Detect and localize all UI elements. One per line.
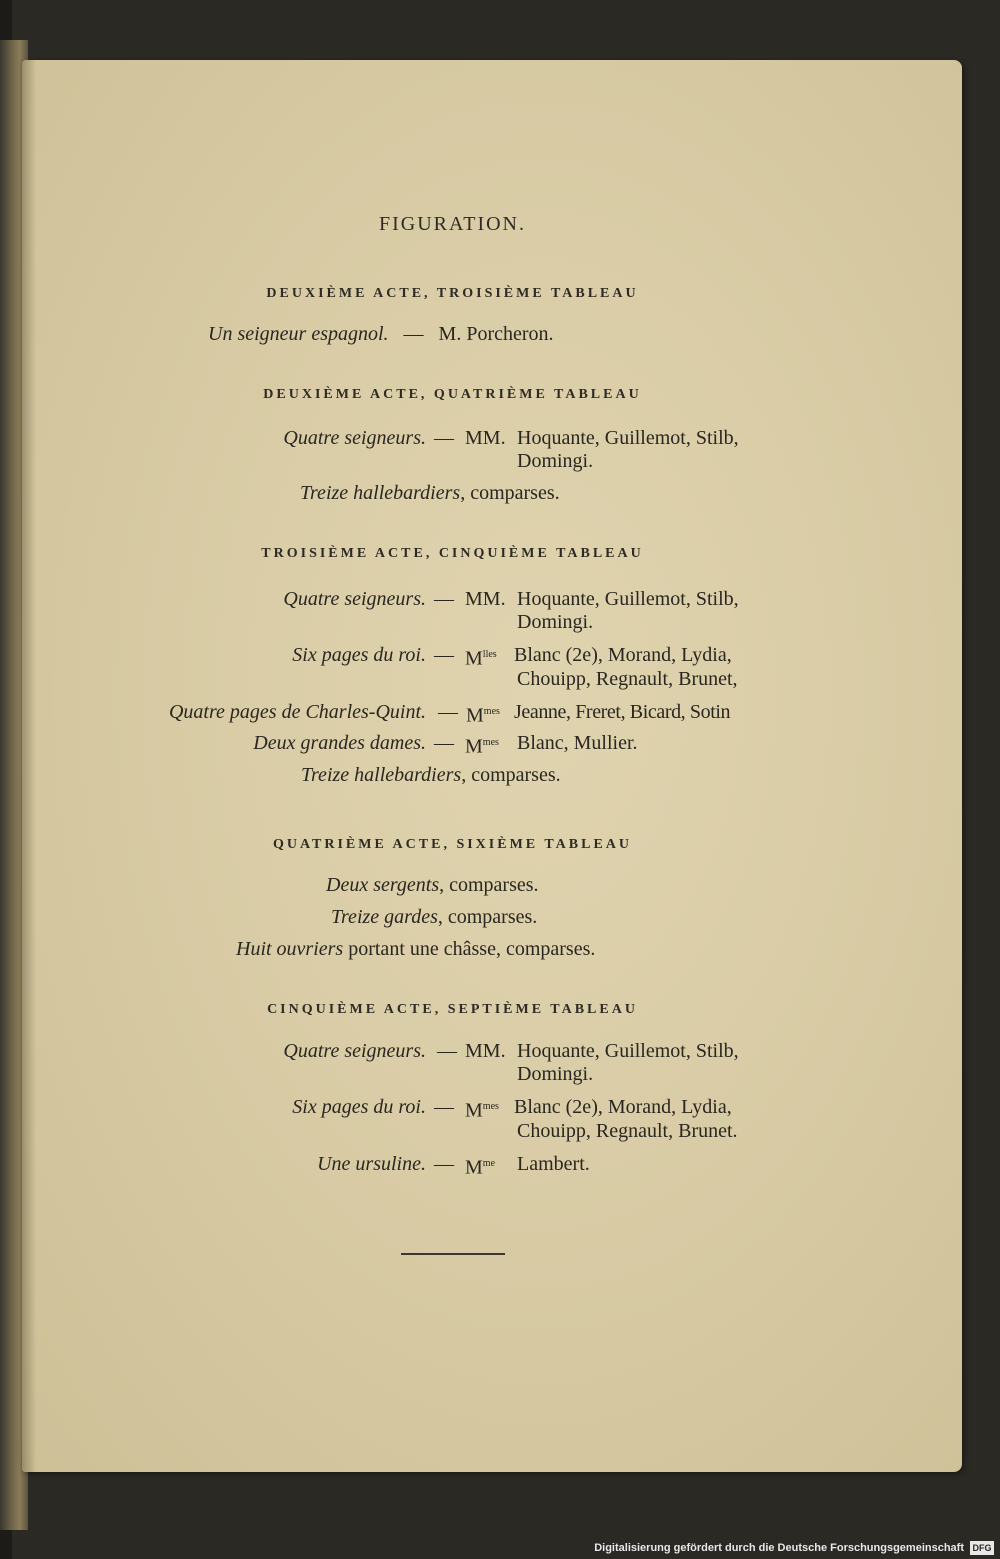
dash: — <box>434 644 454 666</box>
prefix: $M^{mes}$ <box>465 735 499 758</box>
role-label: Quatre seigneurs. <box>283 427 426 449</box>
prefix: $M^{lles}$ <box>465 647 497 670</box>
section-heading: CINQUIÈME ACTE, SEPTIÈME TABLEAU <box>267 1002 638 1017</box>
names-line: Chouipp, Regnault, Brunet. <box>517 1120 738 1142</box>
section-heading: TROISIÈME ACTE, CINQUIÈME TABLEAU <box>261 546 644 561</box>
names-line: Hoquante, Guillemot, Stilb, <box>517 427 739 449</box>
entry-line <box>300 481 560 505</box>
prefix-superscript: mes <box>482 737 499 748</box>
role-label: Treize hallebardiers <box>301 764 462 786</box>
prefix: $M^{mes}$ <box>465 1099 499 1122</box>
dash: — <box>434 1096 454 1118</box>
role-label: Treize gardes <box>331 906 438 928</box>
role-label: Deux grandes dames. <box>253 732 426 754</box>
dash: — <box>438 701 458 723</box>
role-label: Une ursuline. <box>317 1153 426 1175</box>
section-heading: DEUXIÈME ACTE, TROISIÈME TABLEAU <box>266 286 639 301</box>
dash: — <box>403 323 424 345</box>
entry-line <box>208 322 554 346</box>
names-line: Hoquante, Guillemot, Stilb, <box>517 1040 739 1062</box>
closing-rule <box>401 1253 505 1255</box>
role-label: Un seigneur espagnol. <box>208 323 389 345</box>
role-label: Quatre pages de Charles-Quint. <box>168 701 426 723</box>
entry-line <box>331 905 537 929</box>
names-line: Hoquante, Guillemot, Stilb, <box>517 588 739 610</box>
names-line: Blanc (2e), Morand, Lydia, <box>514 644 732 666</box>
prefix: $M^{mes}$ <box>466 704 500 727</box>
dash: — <box>434 1153 454 1175</box>
names-line: Domingi. <box>517 450 594 472</box>
dash: — <box>437 1040 457 1062</box>
prefix-superscript: lles <box>482 649 497 660</box>
entry-line <box>236 937 595 961</box>
names-line: Blanc (2e), Morand, Lydia, <box>514 1096 732 1118</box>
role-label: Treize hallebardiers <box>300 482 461 504</box>
dash: — <box>434 732 454 754</box>
role-label: Deux sergents <box>326 874 440 896</box>
dash: — <box>434 427 454 449</box>
page-gutter-shadow <box>22 60 36 1472</box>
dfg-logo: DFG <box>970 1541 994 1555</box>
prefix-superscript: mes <box>482 1101 499 1112</box>
role-label: Huit ouvriers <box>236 938 344 960</box>
names-line: Chouipp, Regnault, Brunet, <box>517 668 738 690</box>
prefix: MM. <box>465 588 506 610</box>
prefix: MM. <box>465 427 506 449</box>
section-heading: QUATRIÈME ACTE, SIXIÈME TABLEAU <box>272 837 633 852</box>
entry-rest: , comparses. <box>460 482 560 504</box>
names-line: Domingi. <box>517 611 594 633</box>
entry-rest: portant une châsse, comparses. <box>343 938 596 960</box>
prefix: MM. <box>465 1040 506 1062</box>
role-label: Quatre seigneurs. <box>283 1040 426 1062</box>
prefix: $M^{me}$ <box>465 1156 496 1179</box>
entry-line <box>326 873 539 897</box>
prefix-superscript: mes <box>483 706 500 717</box>
role-label: Quatre seigneurs. <box>283 588 426 610</box>
entry-rest: , comparses. <box>439 874 539 896</box>
digitization-credit: Digitalisierung gefördert durch die Deutsche Forschungsgemeinschaft <box>594 1542 964 1554</box>
names-line: Porcheron. <box>466 323 554 345</box>
entry-line <box>301 763 561 787</box>
section-heading: DEUXIÈME ACTE, QUATRIÈME TABLEAU <box>263 387 642 402</box>
names-line: Lambert. <box>517 1153 590 1175</box>
page-title: FIGURATION. <box>379 213 526 235</box>
prefix: M. <box>438 323 462 345</box>
names-line: Domingi. <box>517 1063 594 1085</box>
dash: — <box>434 588 454 610</box>
names-line: Jeanne, Freret, Bicard, Sotin <box>514 701 731 723</box>
entry-rest: , comparses. <box>461 764 561 786</box>
prefix-superscript: me <box>482 1158 496 1169</box>
entry-rest: , comparses. <box>437 906 538 928</box>
names-line: Blanc, Mullier. <box>517 732 638 754</box>
role-label: Six pages du roi. <box>292 1096 426 1118</box>
role-label: Six pages du roi. <box>292 644 426 666</box>
